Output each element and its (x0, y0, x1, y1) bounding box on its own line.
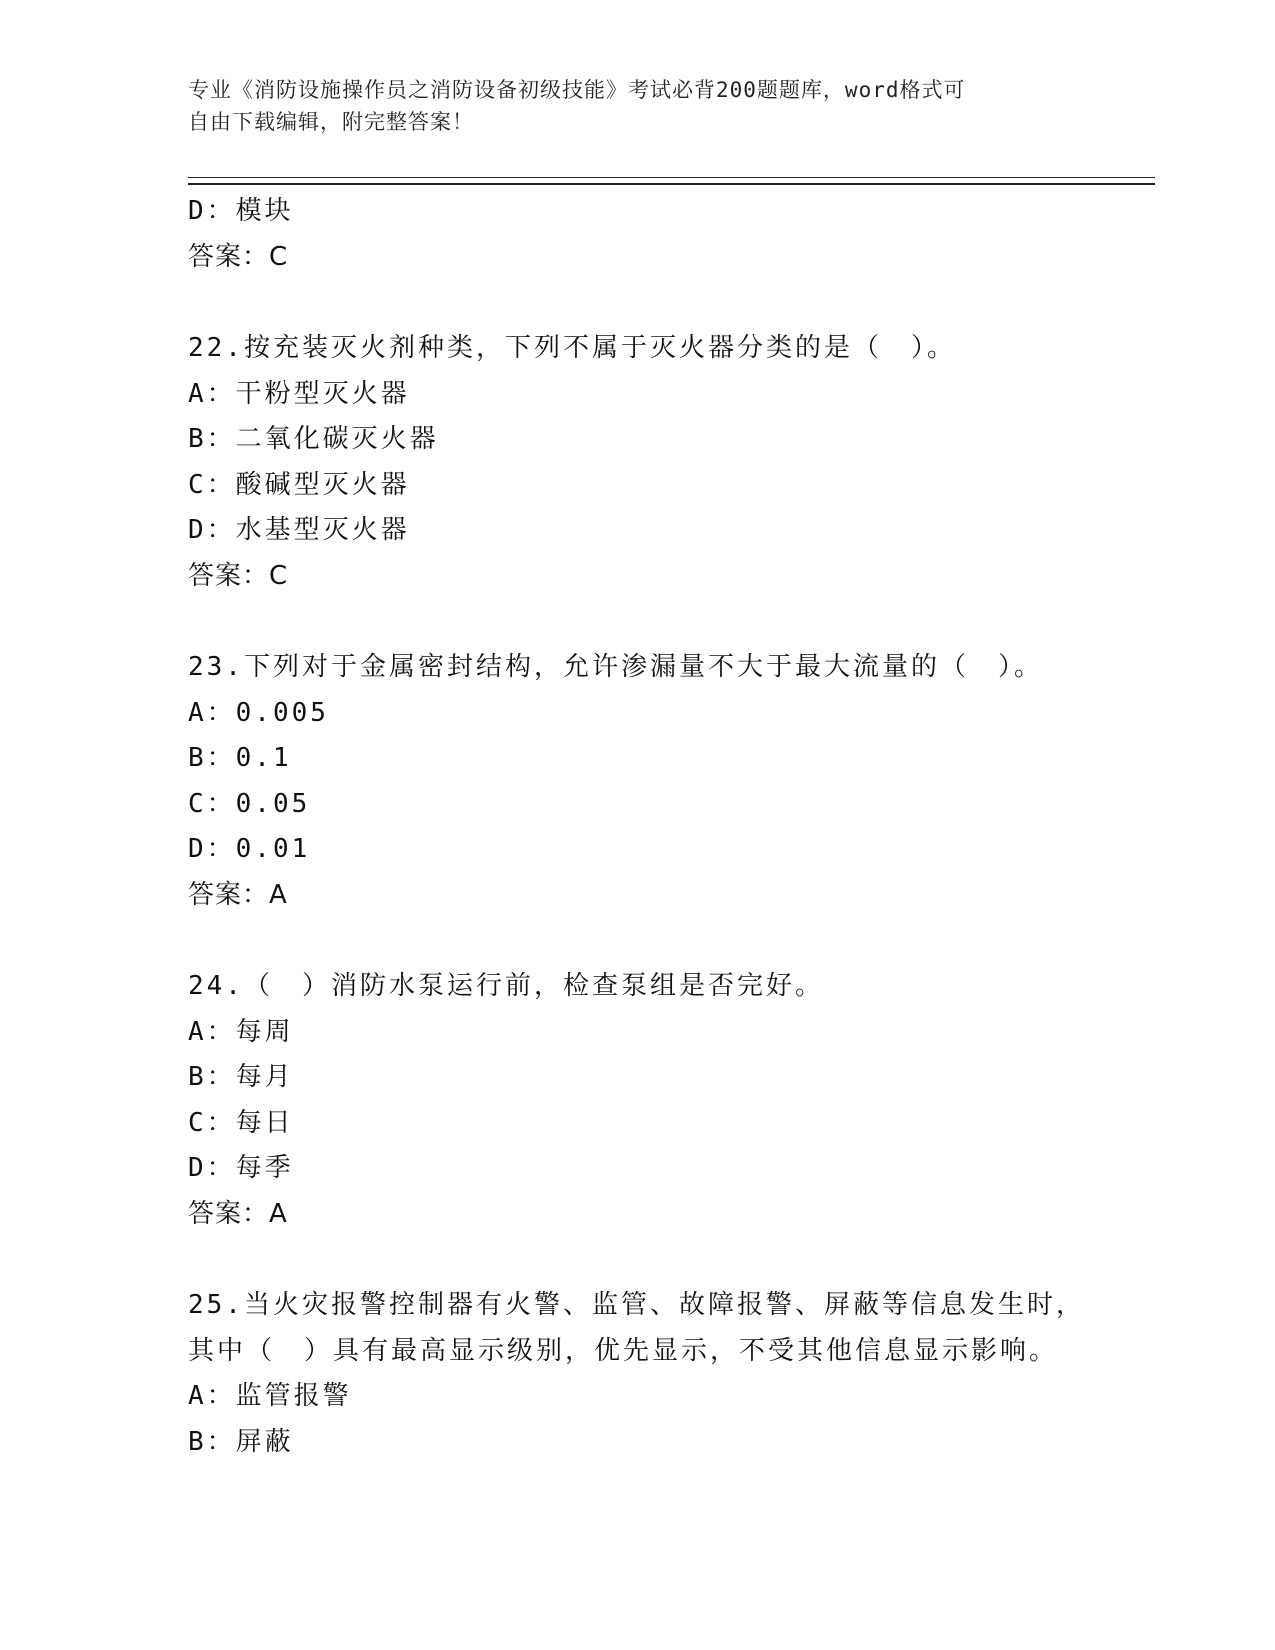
header-line-1: 专业《消防设施操作员之消防设备初级技能》考试必背200题题库，word格式可 (188, 78, 966, 102)
question-22 (188, 326, 1155, 599)
question-stem: 24.（ ）消防水泵运行前，检查泵组是否完好。 (188, 971, 824, 1001)
option-b: B：屏蔽 (188, 1426, 294, 1457)
option-b: B：二氧化碳灭火器 (188, 424, 439, 454)
option-a: A：每周 (188, 1016, 294, 1047)
answer: 答案：A (188, 879, 288, 910)
option-a: A：干粉型灭火器 (188, 378, 410, 409)
option-d: D：0.01 (188, 834, 311, 864)
question-stem-line-1: 25.当火灾报警控制器有火警、监管、故障报警、屏蔽等信息发生时， (188, 1290, 1085, 1320)
option-b: B：每月 (188, 1062, 294, 1092)
prev-answer: 答案：C (188, 241, 289, 272)
answer: 答案：A (188, 1198, 288, 1229)
document-header (188, 74, 1068, 138)
spacer (188, 599, 1155, 645)
question-stem-line-2: 其中（ ）具有最高显示级别，优先显示，不受其他信息显示影响。 (188, 1335, 1059, 1366)
header-line-2: 自由下载编辑，附完整答案！ (188, 110, 474, 134)
question-stem: 22.按充装灭火剂种类，下列不属于灭火器分类的是（ ）。 (188, 333, 956, 363)
question-23 (188, 645, 1155, 918)
header-divider (188, 177, 1155, 185)
option-c: C：每日 (188, 1107, 294, 1138)
option-d: D：水基型灭火器 (188, 515, 410, 545)
option-c: C：0.05 (188, 788, 311, 819)
option-a: A：0.005 (188, 697, 329, 728)
prev-option-d: D：模块 (188, 196, 294, 226)
answer: 答案：C (188, 560, 289, 591)
spacer (188, 280, 1155, 326)
option-d: D：每季 (188, 1153, 294, 1183)
question-list (188, 189, 1155, 1465)
spacer (188, 918, 1155, 964)
question-24 (188, 964, 1155, 1237)
option-c: C：酸碱型灭火器 (188, 469, 410, 500)
spacer (188, 1237, 1155, 1283)
option-b: B：0.1 (188, 743, 292, 773)
option-a: A：监管报警 (188, 1381, 352, 1411)
question-stem: 23.下列对于金属密封结构，允许渗漏量不大于最大流量的（ ）。 (188, 652, 1043, 682)
question-25 (188, 1283, 1155, 1465)
